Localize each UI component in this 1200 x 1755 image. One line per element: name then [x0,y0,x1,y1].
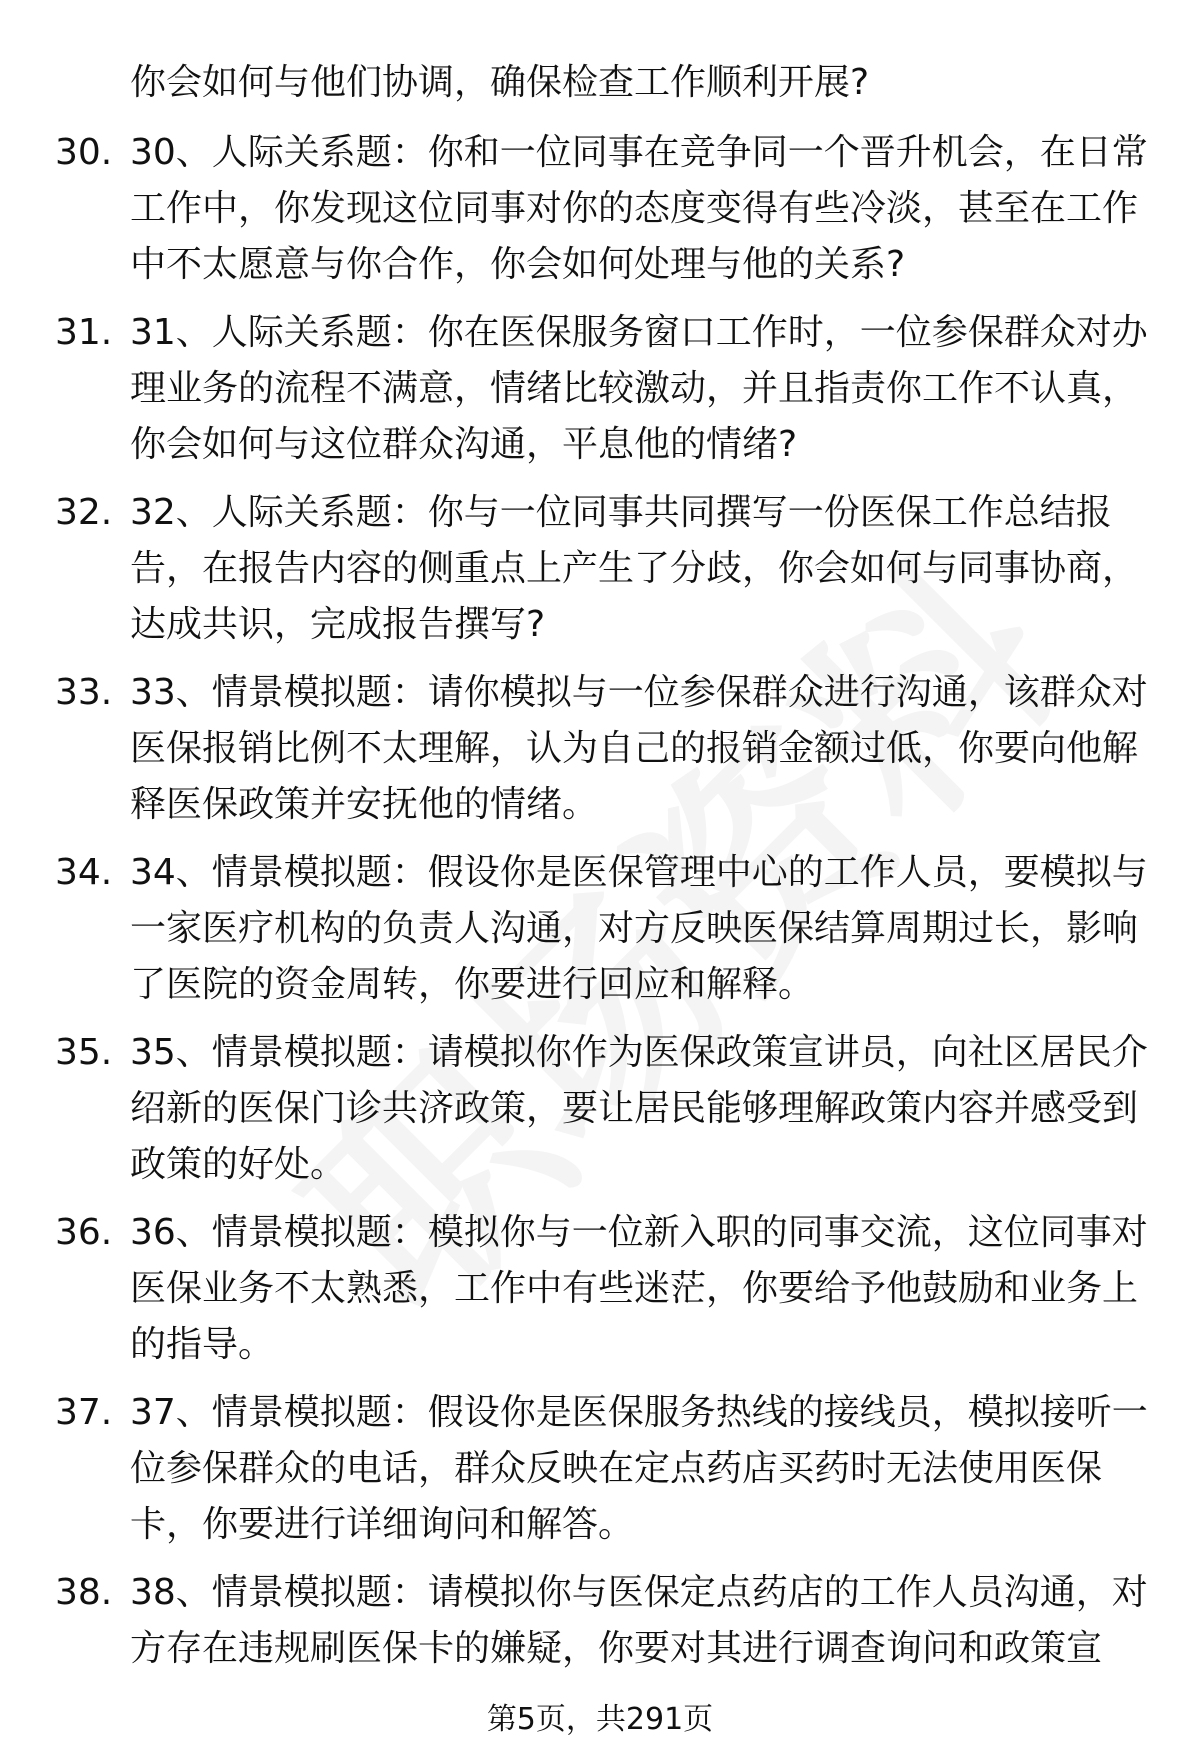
item-text: 32、人际关系题：你与一位同事共同撰写一份医保工作总结报告，在报告内容的侧重点上产生了分歧，你会如何与同事协商，达成共识，完成报告撰写? [130,492,1139,645]
item-text: 38、情景模拟题：请模拟你与医保定点药店的工作人员沟通，对方存在违规刷医保卡的嫌疑，你要对其进行调查询问和政策宣 [130,1572,1148,1669]
item-text: 36、情景模拟题：模拟你与一位新入职的同事交流，这位同事对医保业务不太熟悉，工作中有些迷茫，你要给予他鼓励和业务上的指导。 [130,1212,1148,1365]
item-number: 33. [55,672,113,713]
item-text: 31、人际关系题：你在医保服务窗口工作时，一位参保群众对办理业务的流程不满意，情绪比较激动，并且指责你工作不认真，你会如何与这位群众沟通，平息他的情绪? [130,312,1148,465]
continued-text: 你会如何与他们协调，确保检查工作顺利开展? [130,62,870,103]
item-number: 36. [55,1212,113,1253]
item-text: 35、情景模拟题：请模拟你作为医保政策宣讲员，向社区居民介绍新的医保门诊共济政策，要让居民能够理解政策内容并感受到政策的好处。 [130,1032,1148,1185]
item-number: 31. [55,312,113,353]
item-number: 30. [55,132,113,173]
item-text: 34、情景模拟题：假设你是医保管理中心的工作人员，要模拟与一家医疗机构的负责人沟通，对方反映医保结算周期过长，影响了医院的资金周转，你要进行回应和解释。 [130,852,1148,1005]
item-number: 38. [55,1572,113,1613]
item-number: 35. [55,1032,113,1073]
page-footer: 第5页，共291页 [486,1702,714,1737]
item-text: 37、情景模拟题：假设你是医保服务热线的接线员，模拟接听一位参保群众的电话，群众反映在定点药店买药时无法使用医保卡，你要进行详细询问和解答。 [130,1392,1148,1545]
item-number: 32. [55,492,113,533]
item-text: 30、人际关系题：你和一位同事在竞争同一个晋升机会，在日常工作中，你发现这位同事对你的态度变得有些冷淡，甚至在工作中不太愿意与你合作，你会如何处理与他的关系? [130,132,1148,285]
item-number: 34. [55,852,113,893]
item-number: 37. [55,1392,113,1433]
item-text: 33、情景模拟题：请你模拟与一位参保群众进行沟通，该群众对医保报销比例不太理解，认为自己的报销金额过低，你要向他解释医保政策并安抚他的情绪。 [130,672,1148,825]
